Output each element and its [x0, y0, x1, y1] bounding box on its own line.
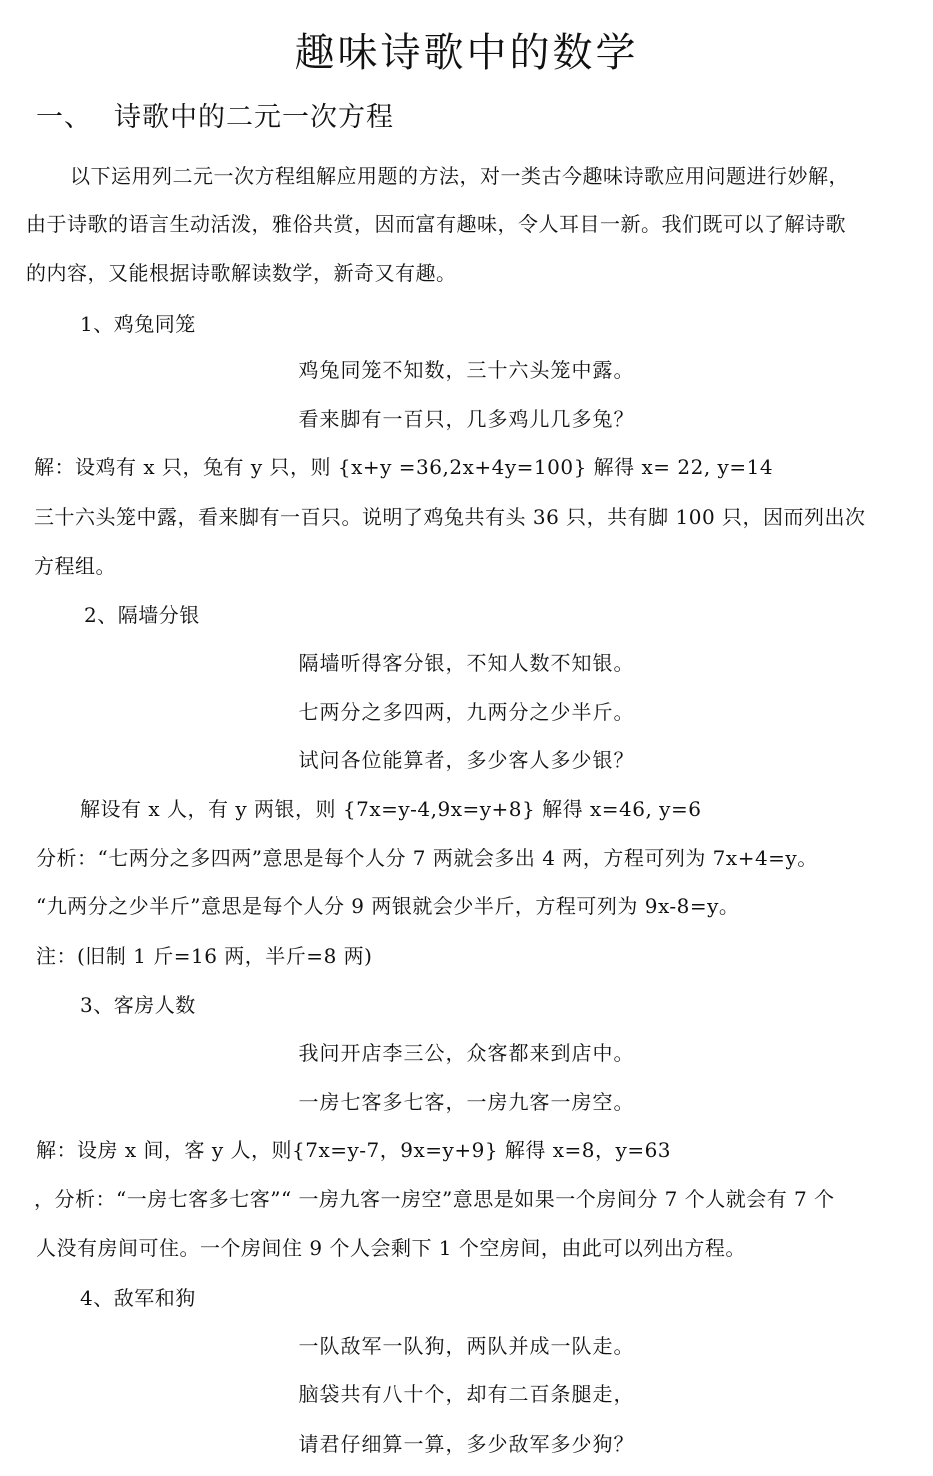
poem-line: 鸡兔同笼不知数，三十六头笼中露。: [298, 358, 635, 382]
problem-heading: 1、鸡兔同笼: [80, 312, 196, 336]
intro-line: 以下运用列二元一次方程组解应用题的方法，对一类古今趣味诗歌应用问题进行妙解，: [70, 164, 849, 188]
poem-line: 一房七客多七客，一房九客一房空。: [298, 1090, 635, 1114]
poem-line: 我问开店李三公，众客都来到店中。: [298, 1041, 635, 1065]
analysis-line: 三十六头笼中露，看来脚有一百只。说明了鸡兔共有头 36 只，共有脚 100 只，因而列出次: [34, 505, 866, 529]
page-title: 趣味诗歌中的数学: [294, 30, 639, 76]
note-line: 注：(旧制 1 斤=16 两，半斤=8 两): [36, 944, 373, 968]
analysis-line: 人没有房间可住。一个房间住 9 个人会剩下 1 个空房间，由此可以列出方程。: [36, 1236, 746, 1260]
poem-line: 看来脚有一百只，几多鸡儿几多兔？: [298, 407, 635, 431]
poem-line: 请君仔细算一算，多少敌军多少狗？: [298, 1432, 635, 1456]
solution-line: 解设有 x 人，有 y 两银，则 {7x=y-4,9x=y+8} 解得 x=46, y=6: [80, 797, 702, 821]
poem-line: 七两分之多四两，九两分之少半斤。: [298, 700, 635, 724]
poem-line: 隔墙听得客分银，不知人数不知银。: [298, 651, 635, 675]
section-title: 诗歌中的二元一次方程: [114, 102, 394, 133]
analysis-line: ，分析：“一房七客多七客”“ 一房九客一房空”意思是如果一个房间分 7 个人就会有 7 个: [34, 1187, 835, 1211]
intro-line: 的内容，又能根据诗歌解读数学，新奇又有趣。: [26, 261, 457, 285]
section-number: 一、: [36, 102, 92, 133]
problem-heading: 3、客房人数: [80, 993, 196, 1017]
solution-line: 解：设鸡有 x 只，兔有 y 只，则 {x+y =36,2x+4y=100} 解得 x= 22, y=14: [34, 455, 774, 479]
poem-line: 一队敌军一队狗，两队并成一队走。: [298, 1334, 635, 1358]
intro-line: 由于诗歌的语言生动活泼，雅俗共赏，因而富有趣味，令人耳目一新。我们既可以了解诗歌: [26, 212, 846, 236]
problem-heading: 4、敌军和狗: [80, 1286, 196, 1310]
analysis-line: 方程组。: [34, 554, 116, 578]
analysis-line: 分析：“七两分之多四两”意思是每个人分 7 两就会多出 4 两，方程可列为 7x+4=y。: [36, 846, 818, 870]
problem-heading: 2、隔墙分银: [84, 603, 200, 627]
poem-line: 脑袋共有八十个，却有二百条腿走，: [298, 1382, 635, 1406]
solution-line: 解：设房 x 间，客 y 人，则{7x=y-7，9x=y+9} 解得 x=8，y=63: [36, 1138, 672, 1162]
poem-line: 试问各位能算者，多少客人多少银？: [298, 748, 635, 772]
analysis-line: “九两分之少半斤”意思是每个人分 9 两银就会少半斤，方程可列为 9x-8=y。: [36, 894, 740, 918]
section-heading: [36, 102, 394, 134]
